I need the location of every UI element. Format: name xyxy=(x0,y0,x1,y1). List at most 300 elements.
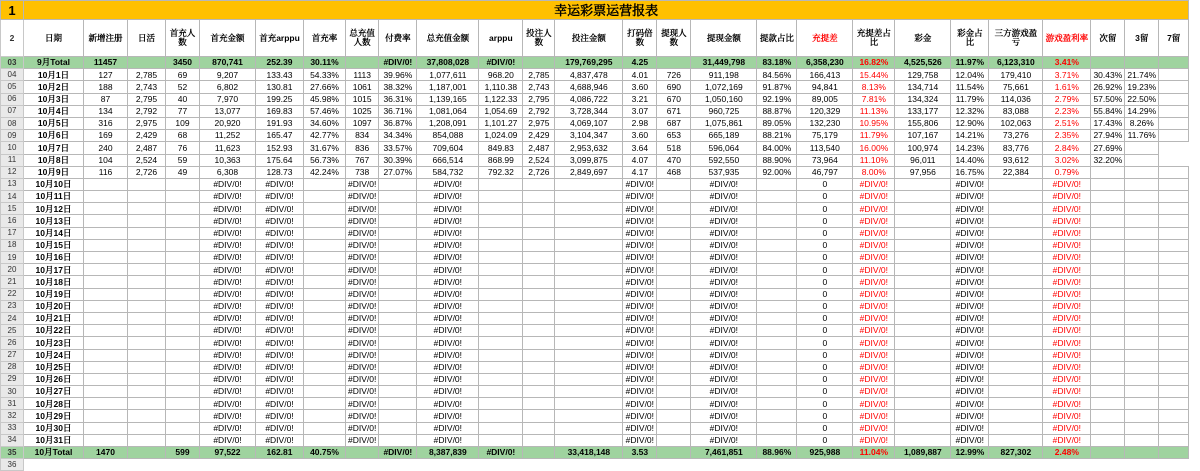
col-header-pay-rate[interactable]: 付费率 xyxy=(379,20,417,57)
table-cell[interactable] xyxy=(84,410,128,422)
table-cell[interactable] xyxy=(479,203,523,215)
table-cell[interactable] xyxy=(1091,276,1125,288)
table-cell[interactable] xyxy=(1125,288,1159,300)
table-cell[interactable]: #DIV/0! xyxy=(1043,312,1091,324)
row-header[interactable]: 20 xyxy=(1,264,24,276)
table-cell[interactable]: #DIV/0! xyxy=(346,422,379,434)
table-cell[interactable]: 1.61% xyxy=(1043,81,1091,93)
table-cell[interactable] xyxy=(379,239,417,251)
table-cell[interactable]: #DIV/0! xyxy=(346,227,379,239)
table-cell[interactable]: 1061 xyxy=(346,81,379,93)
table-cell[interactable] xyxy=(989,276,1043,288)
table-cell[interactable]: #DIV/0! xyxy=(623,203,657,215)
table-cell[interactable]: 88.96% xyxy=(757,447,797,459)
table-cell[interactable]: 27.69% xyxy=(1091,142,1125,154)
table-cell[interactable] xyxy=(1125,252,1159,264)
table-cell[interactable]: #DIV/0! xyxy=(417,252,479,264)
table-cell[interactable] xyxy=(84,349,128,361)
cell-date[interactable]: 10月11日 xyxy=(24,191,84,203)
col-header-withdraw-users[interactable]: 提现人数 xyxy=(657,20,691,57)
table-cell[interactable]: 470 xyxy=(657,154,691,166)
table-cell[interactable] xyxy=(128,191,166,203)
table-cell[interactable]: #DIV/0! xyxy=(623,386,657,398)
table-cell[interactable]: #DIV/0! xyxy=(691,349,757,361)
table-cell[interactable] xyxy=(1091,349,1125,361)
table-cell[interactable]: #DIV/0! xyxy=(200,227,256,239)
table-cell[interactable]: #DIV/0! xyxy=(417,398,479,410)
table-cell[interactable]: #DIV/0! xyxy=(853,227,895,239)
row-header[interactable]: 19 xyxy=(1,252,24,264)
table-cell[interactable]: #DIV/0! xyxy=(951,239,989,251)
table-cell[interactable] xyxy=(1125,447,1159,459)
table-cell[interactable]: #DIV/0! xyxy=(691,288,757,300)
table-cell[interactable]: #DIV/0! xyxy=(256,422,304,434)
table-cell[interactable]: 3.60 xyxy=(623,130,657,142)
table-cell[interactable]: 6,308 xyxy=(200,166,256,178)
table-cell[interactable] xyxy=(379,337,417,349)
table-cell[interactable] xyxy=(1091,227,1125,239)
table-cell[interactable]: #DIV/0! xyxy=(1043,264,1091,276)
table-cell[interactable]: 14.40% xyxy=(951,154,989,166)
table-cell[interactable] xyxy=(989,191,1043,203)
table-cell[interactable]: #DIV/0! xyxy=(256,191,304,203)
row-header[interactable]: 05 xyxy=(1,81,24,93)
table-cell[interactable]: 8.13% xyxy=(853,81,895,93)
table-cell[interactable] xyxy=(1091,264,1125,276)
table-cell[interactable]: 0 xyxy=(797,191,853,203)
table-cell[interactable] xyxy=(895,386,951,398)
table-cell[interactable]: 113,540 xyxy=(797,142,853,154)
table-cell[interactable]: 30.43% xyxy=(1091,69,1125,81)
table-cell[interactable]: 83.18% xyxy=(757,57,797,69)
table-cell[interactable] xyxy=(757,300,797,312)
table-cell[interactable]: #DIV/0! xyxy=(1043,215,1091,227)
table-cell[interactable]: #DIV/0! xyxy=(951,349,989,361)
table-cell[interactable] xyxy=(84,288,128,300)
table-cell[interactable]: 2.79% xyxy=(1043,93,1091,105)
table-cell[interactable] xyxy=(84,264,128,276)
table-cell[interactable] xyxy=(304,422,346,434)
table-cell[interactable]: #DIV/0! xyxy=(200,373,256,385)
table-cell[interactable]: 11.76% xyxy=(1125,130,1159,142)
table-cell[interactable] xyxy=(128,410,166,422)
table-cell[interactable] xyxy=(1159,447,1189,459)
table-cell[interactable]: #DIV/0! xyxy=(1043,239,1091,251)
table-cell[interactable]: #DIV/0! xyxy=(346,252,379,264)
table-cell[interactable] xyxy=(84,227,128,239)
table-cell[interactable]: 1,139,165 xyxy=(417,93,479,105)
table-cell[interactable] xyxy=(657,410,691,422)
table-cell[interactable] xyxy=(379,373,417,385)
table-cell[interactable]: #DIV/0! xyxy=(346,349,379,361)
table-cell[interactable] xyxy=(657,191,691,203)
table-cell[interactable]: 15.44% xyxy=(853,69,895,81)
table-cell[interactable]: #DIV/0! xyxy=(1043,178,1091,190)
table-cell[interactable]: #DIV/0! xyxy=(256,300,304,312)
table-cell[interactable]: #DIV/0! xyxy=(1043,227,1091,239)
table-cell[interactable]: 0 xyxy=(797,386,853,398)
table-cell[interactable] xyxy=(128,239,166,251)
table-cell[interactable]: #DIV/0! xyxy=(623,312,657,324)
table-cell[interactable]: 665,189 xyxy=(691,130,757,142)
table-cell[interactable]: #DIV/0! xyxy=(200,276,256,288)
col-header-bonus[interactable]: 彩金 xyxy=(895,20,951,57)
table-cell[interactable]: 130.81 xyxy=(256,81,304,93)
table-cell[interactable]: #DIV/0! xyxy=(1043,410,1091,422)
table-cell[interactable]: #DIV/0! xyxy=(200,337,256,349)
table-cell[interactable] xyxy=(1091,386,1125,398)
table-cell[interactable]: 1,110.38 xyxy=(479,81,523,93)
cell-date[interactable]: 10月5日 xyxy=(24,117,84,129)
table-cell[interactable]: 11.79% xyxy=(951,93,989,105)
table-cell[interactable]: 34.60% xyxy=(304,117,346,129)
table-cell[interactable]: 3.02% xyxy=(1043,154,1091,166)
table-cell[interactable]: 1097 xyxy=(346,117,379,129)
table-cell[interactable] xyxy=(1125,203,1159,215)
row-header[interactable]: 06 xyxy=(1,93,24,105)
table-cell[interactable]: 2,795 xyxy=(523,93,555,105)
table-cell[interactable]: 792.32 xyxy=(479,166,523,178)
table-cell[interactable]: 89,005 xyxy=(797,93,853,105)
table-cell[interactable]: 133,177 xyxy=(895,105,951,117)
table-cell[interactable]: 868.99 xyxy=(479,154,523,166)
col-header-date[interactable]: 日期 xyxy=(24,20,84,57)
table-cell[interactable] xyxy=(757,386,797,398)
table-cell[interactable] xyxy=(1091,410,1125,422)
table-cell[interactable]: 6,123,310 xyxy=(989,57,1043,69)
table-cell[interactable]: #DIV/0! xyxy=(853,410,895,422)
table-cell[interactable]: #DIV/0! xyxy=(346,203,379,215)
table-cell[interactable]: #DIV/0! xyxy=(346,215,379,227)
table-cell[interactable] xyxy=(166,264,200,276)
table-cell[interactable] xyxy=(128,312,166,324)
table-cell[interactable] xyxy=(657,288,691,300)
table-cell[interactable]: #DIV/0! xyxy=(256,434,304,446)
table-cell[interactable] xyxy=(1125,300,1159,312)
table-cell[interactable]: 165.47 xyxy=(256,130,304,142)
table-cell[interactable]: 834 xyxy=(346,130,379,142)
table-cell[interactable]: #DIV/0! xyxy=(853,178,895,190)
table-cell[interactable]: 7,461,851 xyxy=(691,447,757,459)
table-cell[interactable] xyxy=(379,410,417,422)
table-cell[interactable] xyxy=(989,178,1043,190)
table-cell[interactable]: 11.04% xyxy=(853,447,895,459)
table-cell[interactable] xyxy=(989,386,1043,398)
table-cell[interactable] xyxy=(379,361,417,373)
table-cell[interactable]: 21.74% xyxy=(1125,69,1159,81)
table-cell[interactable] xyxy=(1159,227,1189,239)
table-cell[interactable] xyxy=(379,252,417,264)
table-cell[interactable]: #DIV/0! xyxy=(623,373,657,385)
table-cell[interactable]: #DIV/0! xyxy=(623,178,657,190)
table-cell[interactable]: 10.95% xyxy=(853,117,895,129)
table-cell[interactable]: 3.41% xyxy=(1043,57,1091,69)
table-cell[interactable] xyxy=(523,325,555,337)
table-cell[interactable] xyxy=(379,264,417,276)
table-cell[interactable] xyxy=(989,398,1043,410)
table-cell[interactable]: 27.07% xyxy=(379,166,417,178)
table-cell[interactable]: 2,487 xyxy=(523,142,555,154)
cell-date[interactable]: 10月31日 xyxy=(24,434,84,446)
table-cell[interactable] xyxy=(479,349,523,361)
table-cell[interactable]: #DIV/0! xyxy=(417,337,479,349)
table-cell[interactable] xyxy=(379,325,417,337)
table-cell[interactable] xyxy=(304,398,346,410)
table-cell[interactable] xyxy=(555,337,623,349)
table-cell[interactable]: 26.92% xyxy=(1091,81,1125,93)
cell-date[interactable]: 10月19日 xyxy=(24,288,84,300)
table-cell[interactable]: 1,081,064 xyxy=(417,105,479,117)
table-cell[interactable] xyxy=(379,422,417,434)
table-cell[interactable]: 1,072,169 xyxy=(691,81,757,93)
table-cell[interactable] xyxy=(166,373,200,385)
row-header[interactable]: 22 xyxy=(1,288,24,300)
table-cell[interactable] xyxy=(84,178,128,190)
table-cell[interactable]: 316 xyxy=(84,117,128,129)
table-cell[interactable]: 1,101.27 xyxy=(479,117,523,129)
col-header-first-pay-arppu[interactable]: 首充arppu xyxy=(256,20,304,57)
table-cell[interactable]: 40.75% xyxy=(304,447,346,459)
table-cell[interactable]: 2,524 xyxy=(128,154,166,166)
table-cell[interactable]: 2.23% xyxy=(1043,105,1091,117)
table-cell[interactable]: #DIV/0! xyxy=(256,215,304,227)
table-cell[interactable] xyxy=(128,215,166,227)
table-cell[interactable]: 4.17 xyxy=(623,166,657,178)
table-cell[interactable]: 0 xyxy=(797,373,853,385)
table-cell[interactable] xyxy=(304,276,346,288)
table-cell[interactable] xyxy=(84,386,128,398)
table-cell[interactable] xyxy=(379,276,417,288)
table-cell[interactable] xyxy=(757,252,797,264)
table-cell[interactable]: 2.51% xyxy=(1043,117,1091,129)
table-cell[interactable] xyxy=(989,361,1043,373)
cell-date[interactable]: 10月28日 xyxy=(24,398,84,410)
cell-date[interactable]: 10月14日 xyxy=(24,227,84,239)
table-cell[interactable]: #DIV/0! xyxy=(853,288,895,300)
table-cell[interactable] xyxy=(1125,373,1159,385)
table-cell[interactable] xyxy=(1159,434,1189,446)
table-cell[interactable] xyxy=(304,203,346,215)
table-cell[interactable]: 2,726 xyxy=(128,166,166,178)
cell-date[interactable]: 9月Total xyxy=(24,57,84,69)
table-cell[interactable] xyxy=(657,325,691,337)
table-cell[interactable] xyxy=(555,227,623,239)
table-cell[interactable] xyxy=(479,178,523,190)
table-cell[interactable]: #DIV/0! xyxy=(853,191,895,203)
table-cell[interactable] xyxy=(304,288,346,300)
table-cell[interactable] xyxy=(1159,361,1189,373)
table-cell[interactable]: 19.23% xyxy=(1125,81,1159,93)
table-cell[interactable] xyxy=(555,288,623,300)
table-cell[interactable]: 0 xyxy=(797,288,853,300)
table-cell[interactable] xyxy=(1091,252,1125,264)
table-cell[interactable]: #DIV/0! xyxy=(853,276,895,288)
table-cell[interactable]: #DIV/0! xyxy=(417,239,479,251)
row-header[interactable]: 09 xyxy=(1,130,24,142)
table-cell[interactable] xyxy=(555,239,623,251)
col-header-first-pay-users[interactable]: 首充人数 xyxy=(166,20,200,57)
table-cell[interactable] xyxy=(1125,422,1159,434)
table-cell[interactable]: 14.21% xyxy=(951,130,989,142)
table-cell[interactable]: #DIV/0! xyxy=(256,373,304,385)
table-cell[interactable]: #DIV/0! xyxy=(853,337,895,349)
table-cell[interactable] xyxy=(757,361,797,373)
table-cell[interactable]: 59 xyxy=(166,154,200,166)
table-cell[interactable]: 690 xyxy=(657,81,691,93)
row-header[interactable]: 15 xyxy=(1,203,24,215)
table-cell[interactable]: #DIV/0! xyxy=(1043,398,1091,410)
table-cell[interactable]: 32.20% xyxy=(1091,154,1125,166)
table-cell[interactable]: #DIV/0! xyxy=(623,288,657,300)
table-cell[interactable]: 2,743 xyxy=(128,81,166,93)
row-header[interactable]: 24 xyxy=(1,312,24,324)
table-cell[interactable] xyxy=(128,447,166,459)
table-cell[interactable]: 132,230 xyxy=(797,117,853,129)
table-cell[interactable] xyxy=(84,203,128,215)
table-cell[interactable] xyxy=(166,300,200,312)
table-cell[interactable] xyxy=(555,252,623,264)
table-cell[interactable] xyxy=(1125,227,1159,239)
table-cell[interactable]: 670 xyxy=(657,93,691,105)
table-cell[interactable]: 2,975 xyxy=(523,117,555,129)
table-cell[interactable]: #DIV/0! xyxy=(853,300,895,312)
table-cell[interactable]: 89.05% xyxy=(757,117,797,129)
table-cell[interactable] xyxy=(128,398,166,410)
table-cell[interactable] xyxy=(1159,373,1189,385)
table-cell[interactable]: 11.10% xyxy=(853,154,895,166)
table-cell[interactable]: 468 xyxy=(657,166,691,178)
table-cell[interactable] xyxy=(128,288,166,300)
table-cell[interactable]: #DIV/0! xyxy=(1043,300,1091,312)
table-cell[interactable]: 11.97% xyxy=(951,57,989,69)
table-cell[interactable] xyxy=(1125,276,1159,288)
table-cell[interactable]: 12.90% xyxy=(951,117,989,129)
table-cell[interactable]: 75,661 xyxy=(989,81,1043,93)
table-cell[interactable]: 1,077,611 xyxy=(417,69,479,81)
table-cell[interactable]: #DIV/0! xyxy=(200,178,256,190)
table-cell[interactable]: 2.98 xyxy=(623,117,657,129)
row-header[interactable]: 25 xyxy=(1,325,24,337)
row-header[interactable]: 32 xyxy=(1,410,24,422)
table-cell[interactable] xyxy=(1125,215,1159,227)
table-cell[interactable] xyxy=(989,300,1043,312)
table-cell[interactable] xyxy=(895,434,951,446)
col-header-first-pay-amount[interactable]: 首充金额 xyxy=(200,20,256,57)
table-cell[interactable] xyxy=(379,215,417,227)
table-cell[interactable]: #DIV/0! xyxy=(691,227,757,239)
cell-date[interactable]: 10月20日 xyxy=(24,300,84,312)
table-cell[interactable]: #DIV/0! xyxy=(200,361,256,373)
cell-date[interactable]: 10月7日 xyxy=(24,142,84,154)
table-cell[interactable] xyxy=(1125,312,1159,324)
table-cell[interactable]: #DIV/0! xyxy=(346,325,379,337)
table-cell[interactable]: 854,088 xyxy=(417,130,479,142)
table-cell[interactable]: #DIV/0! xyxy=(479,447,523,459)
table-cell[interactable] xyxy=(479,337,523,349)
cell-date[interactable]: 10月30日 xyxy=(24,422,84,434)
table-cell[interactable]: #DIV/0! xyxy=(417,410,479,422)
table-cell[interactable] xyxy=(1091,300,1125,312)
table-cell[interactable]: 55.84% xyxy=(1091,105,1125,117)
row-header[interactable]: 33 xyxy=(1,422,24,434)
table-cell[interactable] xyxy=(304,227,346,239)
table-cell[interactable] xyxy=(757,422,797,434)
table-cell[interactable]: 17.43% xyxy=(1091,117,1125,129)
table-cell[interactable]: #DIV/0! xyxy=(691,252,757,264)
table-cell[interactable] xyxy=(989,325,1043,337)
table-cell[interactable]: 596,064 xyxy=(691,142,757,154)
col-header-game-profit-rate[interactable]: 游戏盈利率 xyxy=(1043,20,1091,57)
table-cell[interactable]: 671 xyxy=(657,105,691,117)
table-cell[interactable] xyxy=(166,312,200,324)
table-cell[interactable]: 0 xyxy=(797,215,853,227)
table-cell[interactable] xyxy=(657,300,691,312)
table-cell[interactable] xyxy=(523,252,555,264)
table-cell[interactable]: 8,387,839 xyxy=(417,447,479,459)
table-cell[interactable]: 11,623 xyxy=(200,142,256,154)
table-cell[interactable]: #DIV/0! xyxy=(691,422,757,434)
table-cell[interactable]: #DIV/0! xyxy=(346,300,379,312)
table-cell[interactable]: #DIV/0! xyxy=(1043,191,1091,203)
table-cell[interactable]: 726 xyxy=(657,69,691,81)
table-cell[interactable]: 584,732 xyxy=(417,166,479,178)
table-cell[interactable]: #DIV/0! xyxy=(417,361,479,373)
table-cell[interactable] xyxy=(1091,57,1125,69)
table-cell[interactable]: 3,728,344 xyxy=(555,105,623,117)
table-cell[interactable]: #DIV/0! xyxy=(256,398,304,410)
cell-date[interactable]: 10月21日 xyxy=(24,312,84,324)
table-cell[interactable] xyxy=(128,422,166,434)
table-cell[interactable]: 4.01 xyxy=(623,69,657,81)
table-cell[interactable]: 2,487 xyxy=(128,142,166,154)
table-cell[interactable]: 14.23% xyxy=(951,142,989,154)
table-cell[interactable]: 2,975 xyxy=(128,117,166,129)
table-cell[interactable] xyxy=(479,300,523,312)
table-cell[interactable]: 0 xyxy=(797,264,853,276)
col-header-d7-retention[interactable]: 7留 xyxy=(1159,20,1189,57)
table-cell[interactable] xyxy=(379,300,417,312)
table-cell[interactable] xyxy=(1091,191,1125,203)
table-cell[interactable]: 30.11% xyxy=(304,57,346,69)
table-cell[interactable]: 133.43 xyxy=(256,69,304,81)
table-cell[interactable] xyxy=(479,325,523,337)
table-cell[interactable]: #DIV/0! xyxy=(691,434,757,446)
table-cell[interactable]: 870,741 xyxy=(200,57,256,69)
table-cell[interactable] xyxy=(304,361,346,373)
table-cell[interactable] xyxy=(128,349,166,361)
table-cell[interactable]: #DIV/0! xyxy=(200,349,256,361)
table-cell[interactable] xyxy=(757,434,797,446)
table-cell[interactable]: #DIV/0! xyxy=(623,410,657,422)
table-cell[interactable] xyxy=(304,325,346,337)
table-cell[interactable] xyxy=(84,361,128,373)
cell-date[interactable]: 10月4日 xyxy=(24,105,84,117)
table-cell[interactable] xyxy=(523,203,555,215)
table-cell[interactable] xyxy=(523,337,555,349)
row-header[interactable]: 1 xyxy=(1,1,24,20)
table-cell[interactable]: 4,086,722 xyxy=(555,93,623,105)
table-cell[interactable]: #DIV/0! xyxy=(623,191,657,203)
table-cell[interactable] xyxy=(379,312,417,324)
table-cell[interactable]: #DIV/0! xyxy=(200,239,256,251)
table-cell[interactable]: #DIV/0! xyxy=(200,434,256,446)
table-cell[interactable]: #DIV/0! xyxy=(417,215,479,227)
row-header[interactable]: 11 xyxy=(1,154,24,166)
table-cell[interactable] xyxy=(989,252,1043,264)
table-cell[interactable]: #DIV/0! xyxy=(256,239,304,251)
table-cell[interactable] xyxy=(1091,434,1125,446)
row-header[interactable]: 35 xyxy=(1,447,24,459)
